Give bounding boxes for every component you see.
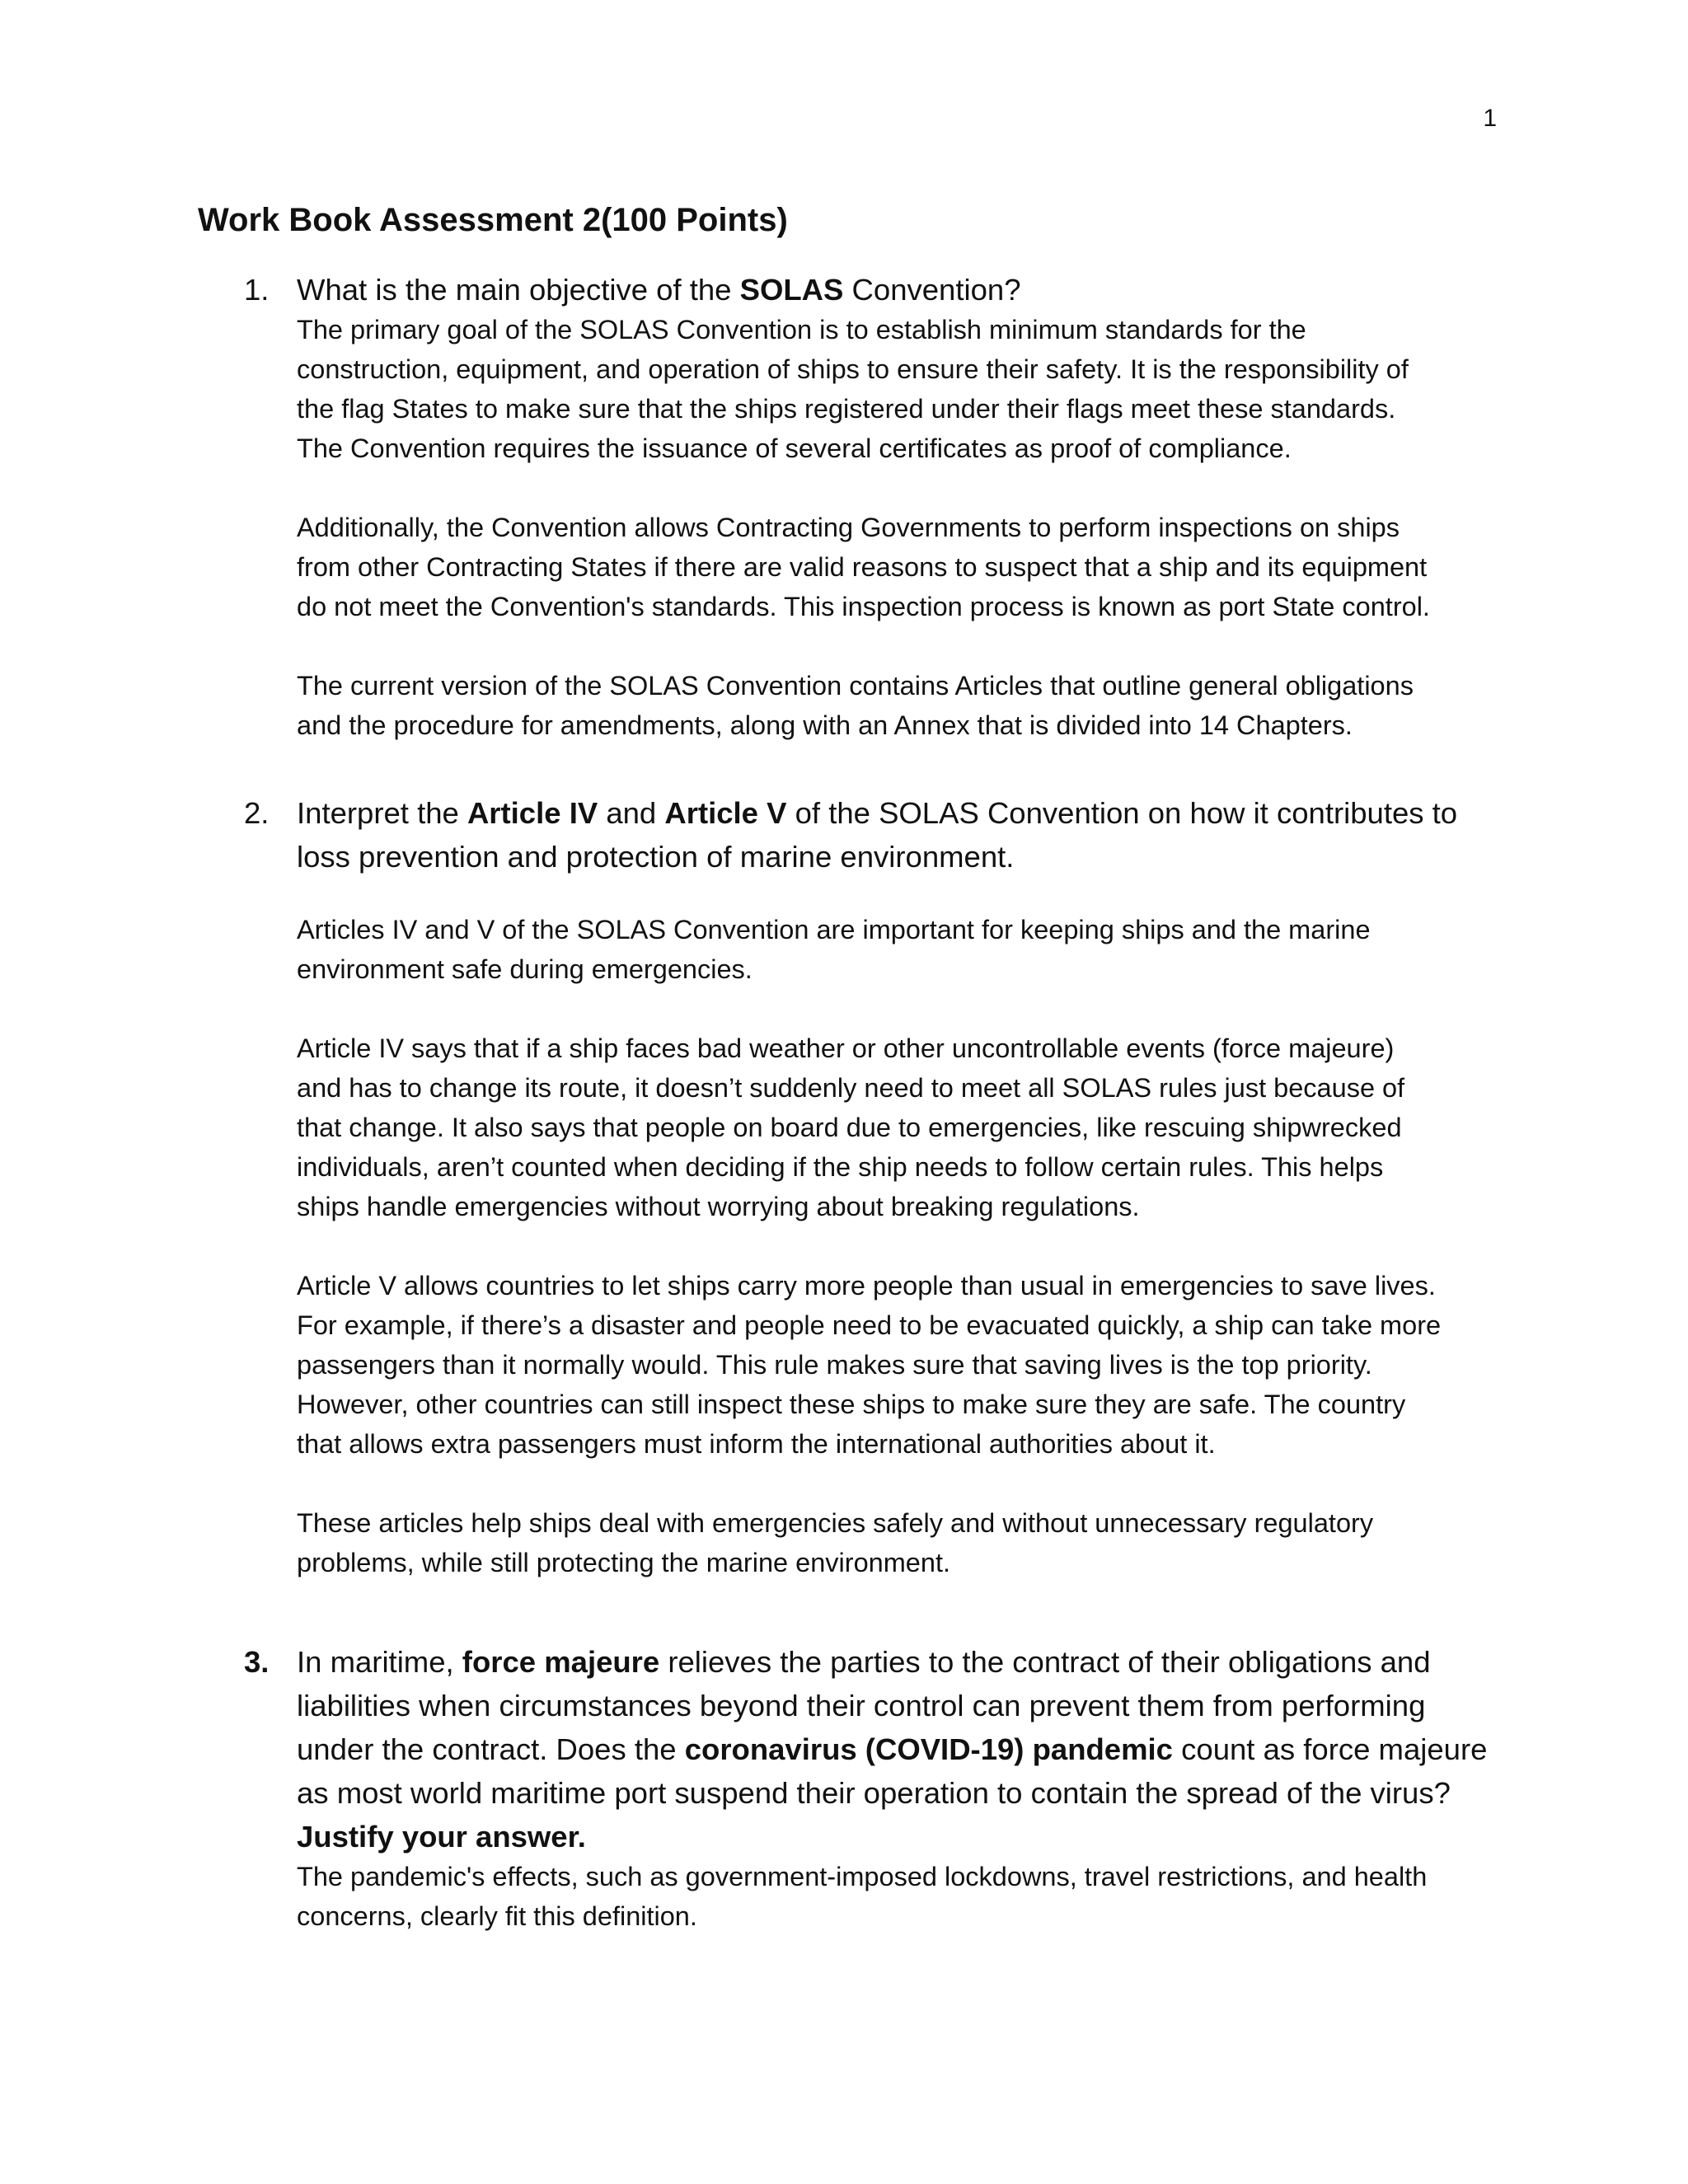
prompt-text: What is the main objective of the	[297, 273, 740, 307]
page-number: 1	[1483, 105, 1497, 132]
answer-line: For example, if there’s a disaster and people need to be evacuated quickly, a ship can take more	[297, 1310, 1442, 1340]
answer-paragraph-1	[297, 310, 1500, 468]
answer-paragraph-3	[297, 1266, 1500, 1464]
prompt-text: Interpret the	[297, 796, 467, 830]
prompt-text: Convention?	[843, 273, 1021, 307]
answer-line: These articles help ships deal with emergencies safely and without unnecessary regulatory	[297, 1508, 1374, 1538]
answer-line: Articles IV and V of the SOLAS Convention are important for keeping ships and the marine	[297, 915, 1371, 944]
prompt-bold: coronavirus (COVID-19) pandemic	[684, 1732, 1173, 1766]
prompt-bold: force majeure	[462, 1645, 660, 1679]
answer-line: construction, equipment, and operation of ships to ensure their safety. It is the responsibility of	[297, 354, 1409, 384]
question-prompt	[297, 1640, 1500, 1858]
prompt-text: In maritime,	[297, 1645, 462, 1679]
answer-line: do not meet the Convention's standards. This inspection process is known as port State control.	[297, 592, 1430, 621]
prompt-text: count as force majeure	[1173, 1732, 1488, 1766]
answer-line: ships handle emergencies without worrying about breaking regulations.	[297, 1192, 1140, 1221]
answer-line: Article V allows countries to let ships carry more people than usual in emergencies to save lives.	[297, 1271, 1436, 1301]
answer-paragraph-1	[297, 1857, 1500, 1936]
prompt-bold: Article V	[664, 796, 787, 830]
answer-line: Article IV says that if a ship faces bad weather or other uncontrollable events (force majeure)	[297, 1033, 1395, 1063]
prompt-text: liabilities when circumstances beyond their control can prevent them from performing	[297, 1689, 1426, 1722]
prompt-text: relieves the parties to the contract of their obligations and	[659, 1645, 1431, 1679]
prompt-text: as most world maritime port suspend their operation to contain the spread of the virus?	[297, 1776, 1451, 1810]
answer-line: The pandemic's effects, such as government-imposed lockdowns, travel restrictions, and health	[297, 1862, 1428, 1891]
question-number: 1.	[244, 273, 270, 307]
question-body	[297, 791, 1500, 1582]
answer-line: the flag States to make sure that the ships registered under their flags meet these standards.	[297, 394, 1396, 424]
question-number: 2.	[244, 796, 270, 830]
answer-line: problems, while still protecting the marine environment.	[297, 1548, 950, 1577]
answer-paragraph-1	[297, 910, 1500, 989]
answer-paragraph-3	[297, 666, 1500, 745]
answer-line: that allows extra passengers must inform the international authorities about it.	[297, 1429, 1216, 1459]
question-prompt	[297, 268, 1500, 312]
answer-line: The Convention requires the issuance of several certificates as proof of compliance.	[297, 434, 1292, 463]
answer-line: environment safe during emergencies.	[297, 954, 753, 984]
answer-line: that change. It also says that people on board due to emergencies, like rescuing shipwrecked	[297, 1113, 1402, 1142]
answer-line: The current version of the SOLAS Convention contains Articles that outline general obligations	[297, 671, 1414, 701]
prompt-text: loss prevention and protection of marine environment.	[297, 840, 1015, 874]
question-number: 3.	[244, 1645, 270, 1679]
answer-line: Additionally, the Convention allows Contracting Governments to perform inspections on ships	[297, 513, 1400, 542]
prompt-text: under the contract. Does the	[297, 1732, 685, 1766]
question-body	[297, 1640, 1500, 1936]
answer-line: passengers than it normally would. This rule makes sure that saving lives is the top priority.	[297, 1350, 1372, 1380]
page-title: Work Book Assessment 2(100 Points)	[198, 202, 788, 238]
prompt-text: and	[598, 796, 665, 830]
question-body	[297, 268, 1500, 745]
answer-line: individuals, aren’t counted when deciding if the ship needs to follow certain rules. This helps	[297, 1152, 1384, 1182]
answer-line: from other Contracting States if there are valid reasons to suspect that a ship and its equipment	[297, 552, 1428, 582]
answer-paragraph-4	[297, 1503, 1500, 1582]
question-prompt	[297, 791, 1500, 879]
answer-paragraph-2	[297, 1029, 1500, 1226]
answer-line: and the procedure for amendments, along with an Annex that is divided into 14 Chapters.	[297, 710, 1353, 740]
prompt-text: of the SOLAS Convention on how it contributes to	[786, 796, 1458, 830]
answer-line: The primary goal of the SOLAS Convention is to establish minimum standards for the	[297, 315, 1306, 344]
prompt-bold: Justify your answer.	[297, 1820, 586, 1854]
prompt-bold: Article IV	[467, 796, 598, 830]
answer-paragraph-2	[297, 508, 1500, 626]
prompt-bold: SOLAS	[739, 273, 844, 307]
answer-line: concerns, clearly fit this definition.	[297, 1901, 697, 1931]
answer-line: and has to change its route, it doesn’t suddenly need to meet all SOLAS rules just because of	[297, 1073, 1405, 1103]
answer-line: However, other countries can still inspect these ships to make sure they are safe. The country	[297, 1390, 1406, 1419]
